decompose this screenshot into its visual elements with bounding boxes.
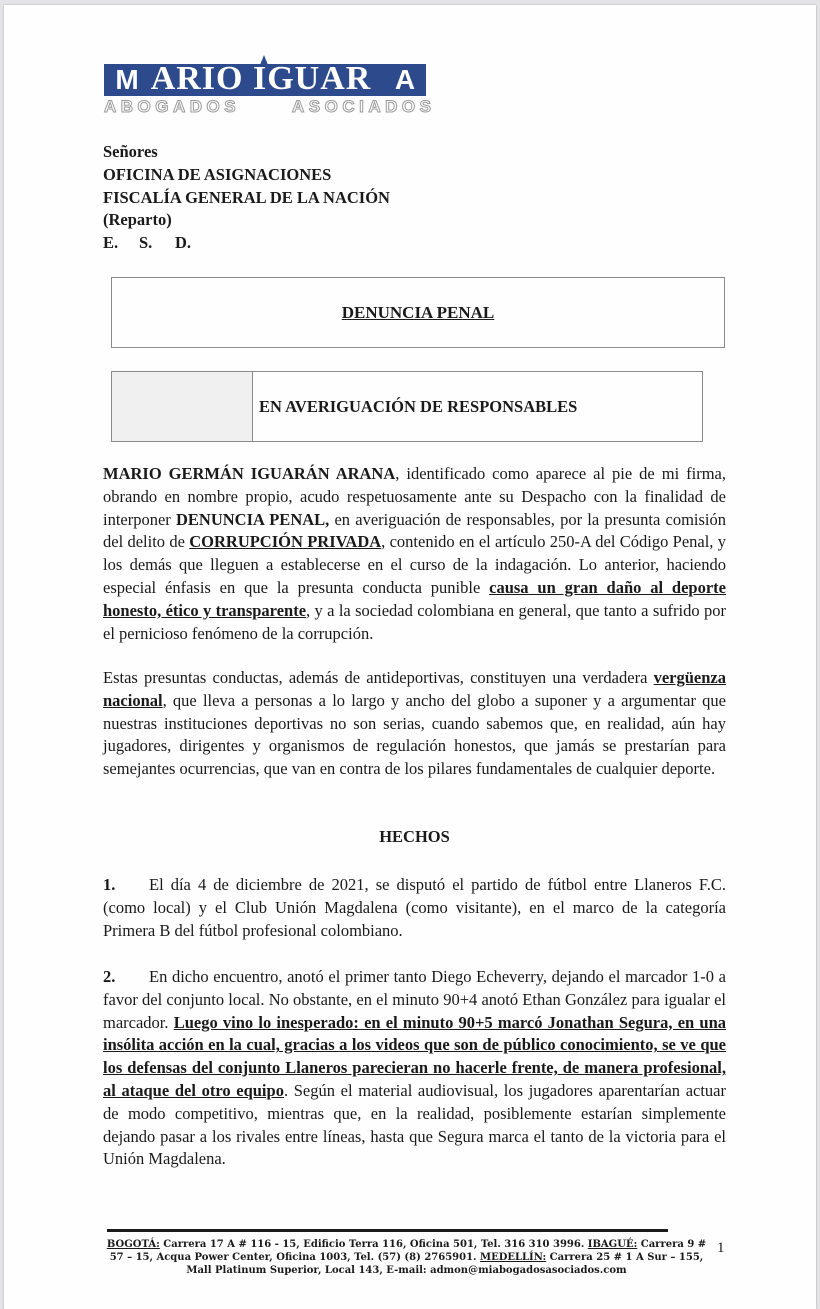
esd-d: D. xyxy=(175,233,192,253)
subtitle-box xyxy=(111,371,703,442)
second-text-1: Estas presuntas conductas, además de antideportivas, constituyen una verdadera xyxy=(103,668,654,687)
intro-bold-denuncia: DENUNCIA PENAL, xyxy=(176,509,330,529)
intro-text-1: , identificado como aparece al pie de mi firma, obrando en nombre propio, acudo respetuosamente ante su Despacho con la finalidad de interponer xyxy=(103,464,726,529)
document-title: DENUNCIA PENAL xyxy=(341,302,495,322)
fact-text: El día 4 de diciembre de 2021, se disputó el partido de fútbol entre Llaneros F.C. (como local) y el Club Unión Magdalena (como visitante), en el marco de la categoría Primera B del fútbol profesional colombiano. xyxy=(103,875,726,940)
brand-sub-right: ASOCIADOS xyxy=(292,97,436,116)
second-emphasis: vergüenza nacional xyxy=(103,668,726,710)
intro-text-4: , y a la sociedad colombiana en general, que tanto a sufrido por el pernicioso fenómeno de la corrupción. xyxy=(103,600,726,643)
second-text-2: , que lleva a personas a lo largo y ancho del globo a suponer y a argumentar que nuestras instituciones deportivas no son serias, cuando sabemos que, en realidad, aún hay jugadores, dirigentes y organismos de regulación honestos, que jamás se prestarían para semejantes ocurrencias, que van en contra de los pilares fundamentales de cualquier deporte. xyxy=(103,690,726,779)
fact-item-1 xyxy=(103,874,726,942)
crime-name: CORRUPCIÓN PRIVADA xyxy=(189,532,382,552)
esd-s: S. xyxy=(139,233,153,253)
addressee-block xyxy=(103,141,390,255)
footer-addresses xyxy=(104,1238,709,1278)
monogram-right-icon: A xyxy=(394,64,416,95)
fact-item-2 xyxy=(103,966,726,1171)
fact-number: 1. xyxy=(103,875,116,894)
letterhead-logo xyxy=(104,55,436,117)
addressee-institution: FISCALÍA GENERAL DE LA NACIÓN xyxy=(103,187,390,207)
brand-sub-left: ABOGADOS xyxy=(104,97,241,116)
footer-city-ibague: IBAGUÉ: xyxy=(587,1239,638,1250)
section-heading-hechos: HECHOS xyxy=(379,827,450,846)
esd-e: E. xyxy=(103,233,119,253)
footer-address-ibague: Carrera 9 # 57 – 15, Acqua Power Center, Oficina 1003, Tel. (57) (8) 2765901. xyxy=(109,1239,707,1264)
intro-text-2: en averiguación de responsables, por la presunta comisión del delito de xyxy=(103,509,726,552)
document-page xyxy=(4,5,816,1309)
footer-divider xyxy=(107,1229,668,1232)
addressee-note: (Reparto) xyxy=(103,210,172,230)
footer-address-bogota: Carrera 17 A # 116 - 15, Edificio Terra 116, Oficina 501, Tel. 316 310 3996. xyxy=(159,1239,588,1250)
intro-paragraph xyxy=(103,463,726,645)
intro-emphasis: causa un gran daño al deporte honesto, ético y transparente xyxy=(103,577,727,620)
footer-city-medellin: MEDELLÍN: xyxy=(480,1252,547,1264)
addressee-esd xyxy=(103,232,390,255)
title-box xyxy=(111,277,725,348)
fact-number: 2. xyxy=(103,967,116,986)
footer-city-bogota: BOGOTÁ: xyxy=(106,1239,160,1250)
addressee-office: OFICINA DE ASIGNACIONES xyxy=(103,164,332,184)
complainant-name: MARIO GERMÁN IGUARÁN ARANA xyxy=(103,464,396,483)
fact-text-2: . Según el material audiovisual, los jugadores aparentarían actuar de modo competitivo, mientras que, en la realidad, posiblemente estarían simplemente dejando pasar a los rivales entre líneas, hasta que Segura marca el tanto de la victoria para el Unión Magdalena. xyxy=(103,1080,727,1169)
addressee-salutation: Señores xyxy=(103,142,158,161)
page-number: 1 xyxy=(717,1240,725,1256)
subtitle-box-shaded-cell xyxy=(112,372,253,441)
intro-text-3: , contenido en el artículo 250-A del Código Penal, y los demás que lleguen a establecerse en el curso de la indagación. Lo anterior, haciendo especial énfasis en que la presunta conducta punible xyxy=(103,532,726,597)
fact-text-1: En dicho encuentro, anotó el primer tanto Diego Echeverry, dejando el marcador 1-0 a favor del conjunto local. No obstante, en el minuto 90+4 anotó Ethan González para igualar el marcador. xyxy=(103,967,726,1032)
document-subtitle: EN AVERIGUACIÓN DE RESPONSABLES xyxy=(259,396,578,416)
second-paragraph xyxy=(103,667,726,781)
footer-address-medellin: Carrera 25 # 1 A Sur – 155, Mall Platinum Superior, Local 143, E-mail: admon@miabogadosasociados.com xyxy=(186,1252,704,1277)
brand-name: ARIO IGUAR xyxy=(150,60,372,97)
fact-emphasis: Luego vino lo inesperado: en el minuto 90+5 marcó Jonathan Segura, en una insólita acción en la cual, gracias a los videos que son de público conocimiento, se ve que los defensas del conjunto Llaneros parecieran no hacerle frente, de manera profesional, al ataque del otro equipo xyxy=(103,1012,727,1100)
monogram-left-icon: M xyxy=(115,64,139,95)
